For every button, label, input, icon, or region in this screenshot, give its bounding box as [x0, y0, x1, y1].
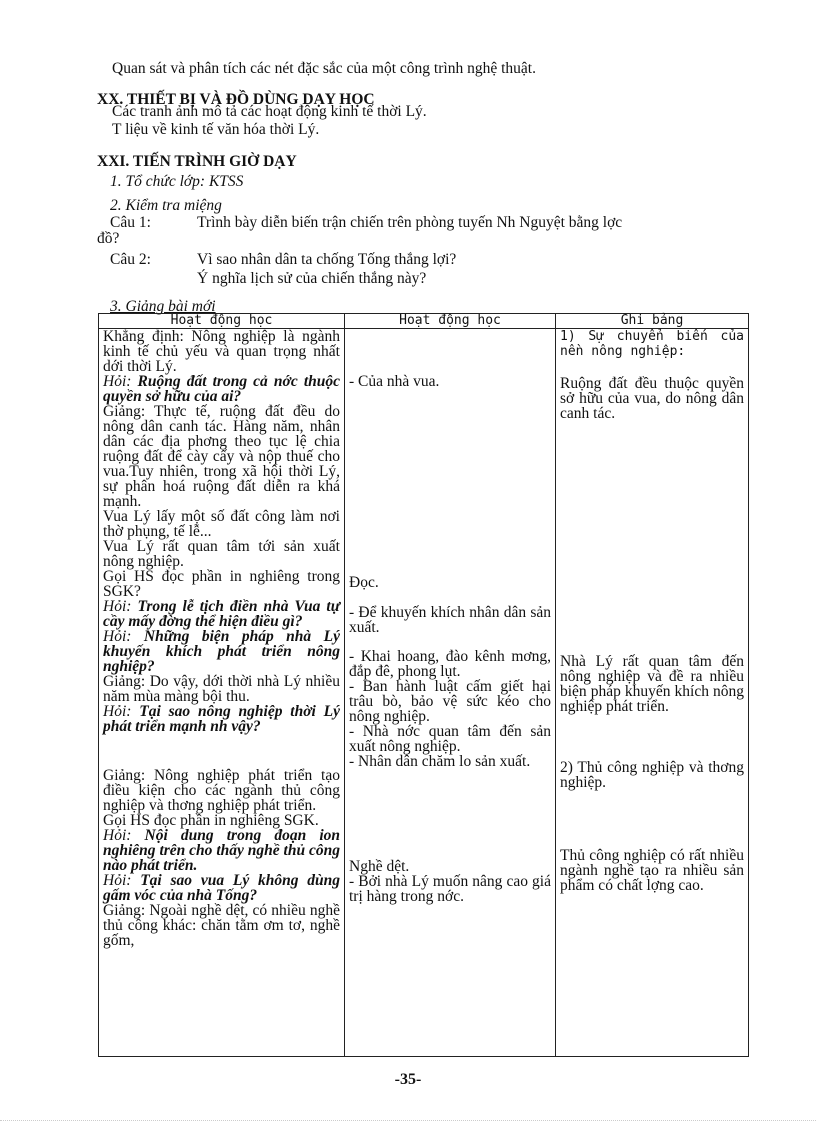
board-heading: 2) Thủ công nghiệp và thơng nghiệp. [560, 759, 744, 791]
board-notes-cell [556, 329, 749, 1057]
question-1-text: Trình bày diễn biến trận chiến trên phòng tuyến Nh Nguyệt bằng lợc [197, 214, 623, 231]
teacher-note: Giảng: Nông nghiệp phát triển tạo điều kiện cho các ngành thủ công nghiệp và thơng nghiệp phát triển. [103, 767, 340, 814]
teacher-question: Hỏi: Tại sao vua Lý không dùng gấm vóc của nhà Tống? [103, 872, 340, 904]
student-answer: - Bởi nhà Lý muốn nâng cao giá trị hàng trong nớc. [349, 873, 551, 905]
student-answer: - Nhân dân chăm lo sản xuất. [349, 753, 531, 770]
teacher-note: Giảng: Thực tế, ruộng đất đều do nông dân canh tác. Hàng năm, nhân dân các địa phơng theo tục lệ chia ruộng đất để cày cấy và nộp thuế cho vua.Tuy nhiên, trong xã hội thời Lý, sự phân hoá ruộng đất diễn ra khá mạnh. [103, 403, 340, 510]
teacher-question: Hỏi: Tại sao nông nghiệp thời Lý phát triển mạnh nh vậy? [103, 703, 340, 735]
teacher-note: Giảng: Ngoài nghề dệt, có nhiều nghề thủ công khác: chăn tằm ơm tơ, nghề gốm, [103, 902, 340, 949]
board-note: Ruộng đất đều thuộc quyền sở hữu của vua, do nông dân canh tác. [560, 375, 744, 422]
teacher-note: Giảng: Do vậy, dới thời nhà Lý nhiều năm mùa màng bội thu. [103, 673, 340, 705]
student-answer: - Để khuyến khích nhân dân sản xuất. [349, 604, 551, 636]
page-number: -35- [394, 1071, 422, 1088]
page-bottom-divider [0, 1120, 816, 1122]
header-board-notes: Ghi bảng [556, 314, 749, 329]
student-activity-cell [345, 329, 556, 1057]
table-body-row [99, 329, 749, 1057]
student-answer: - Của nhà vua. [349, 373, 440, 390]
question-2-label: Câu 2: [110, 251, 151, 268]
board-note: Nhà Lý rất quan tâm đến nông nghiệp và đề ra nhiều biện pháp khuyến khích nông nghiệp phát triển. [560, 653, 744, 715]
student-answer: - Khai hoang, đào kênh mơng, đắp đê, phong lụt. [349, 648, 551, 680]
student-answer: - Ban hành luật cấm giết hại trâu bò, bảo vệ sức kéo cho nông nghiệp. [349, 678, 551, 725]
teacher-question: Hỏi: Những biện pháp nhà Lý khuyến khích phát triển nông nghiệp? [103, 628, 340, 675]
teacher-question: Hỏi: Nội dung trong đoạn ion nghiêng trên cho thấy nghề thủ công nào phát triển. [103, 827, 340, 874]
header-teacher-activity: Hoạt động học [99, 314, 345, 329]
teacher-question: Hỏi: Ruộng đất trong cả nớc thuộc quyền sở hữu của ai? [103, 373, 340, 405]
equipment-item-2: T liệu về kinh tế văn hóa thời Lý. [112, 121, 320, 138]
teacher-question: Hỏi: Trong lễ tịch điền nhà Vua tự cầy mấy đờng thể hiện điều gì? [103, 598, 340, 630]
student-answer: - Nhà nớc quan tâm đến sản xuất nông nghiệp. [349, 723, 551, 755]
teacher-note: Gọi HS đọc phần in nghiêng trong SGK? [103, 568, 340, 600]
teacher-note: Vua Lý rất quan tâm tới sản xuất nông nghiệp. [103, 538, 340, 570]
equipment-item-1: Các tranh ảnh mô tả các hoạt động kinh tế thời Lý. [112, 103, 427, 120]
board-heading: 1) Sự chuyển biến của nền nông nghiệp: [560, 329, 744, 359]
teacher-note: Khẳng định: Nông nghiệp là ngành kinh tế chủ yếu và quan trọng nhất dới thời Lý. [103, 328, 340, 375]
section-xx-title: XX. THIẾT BỊ VÀ ĐỒ DÙNG DẠY HỌC [97, 91, 375, 108]
student-answer: Đọc. [349, 574, 379, 591]
step-2-oral-check: 2. Kiểm tra miệng [110, 197, 222, 214]
table-header-row [99, 314, 749, 329]
intro-line: Quan sát và phân tích các nét đặc sắc của một công trình nghệ thuật. [112, 60, 536, 77]
student-answer: Nghề dệt. [349, 858, 410, 875]
header-student-activity: Hoạt động học [345, 314, 556, 329]
board-note: Thủ công nghiệp có rất nhiều ngành nghề tạo ra nhiều sản phẩm có chất lợng cao. [560, 847, 744, 894]
step-1-class-organization: 1. Tổ chức lớp: KTSS [110, 173, 244, 190]
question-1-continuation: đồ? [97, 230, 120, 247]
teacher-activity-cell [99, 329, 345, 1057]
lesson-table [98, 313, 749, 1057]
section-xxi-title: XXI. TIẾN TRÌNH GIỜ DẠY [97, 153, 297, 170]
question-2-text: Vì sao nhân dân ta chống Tống thắng lợi? [197, 251, 457, 268]
step-3-new-lesson: 3. Giảng bài mới [110, 298, 216, 315]
question-2-text-2: Ý nghĩa lịch sử của chiến thắng này? [197, 270, 427, 287]
question-1-label: Câu 1: [110, 214, 151, 231]
teacher-note: Vua Lý lấy một số đất công làm nơi thờ phụng, tế lễ... [103, 508, 340, 540]
teacher-note: Gọi HS đọc phần in nghiêng SGK. [103, 812, 319, 829]
